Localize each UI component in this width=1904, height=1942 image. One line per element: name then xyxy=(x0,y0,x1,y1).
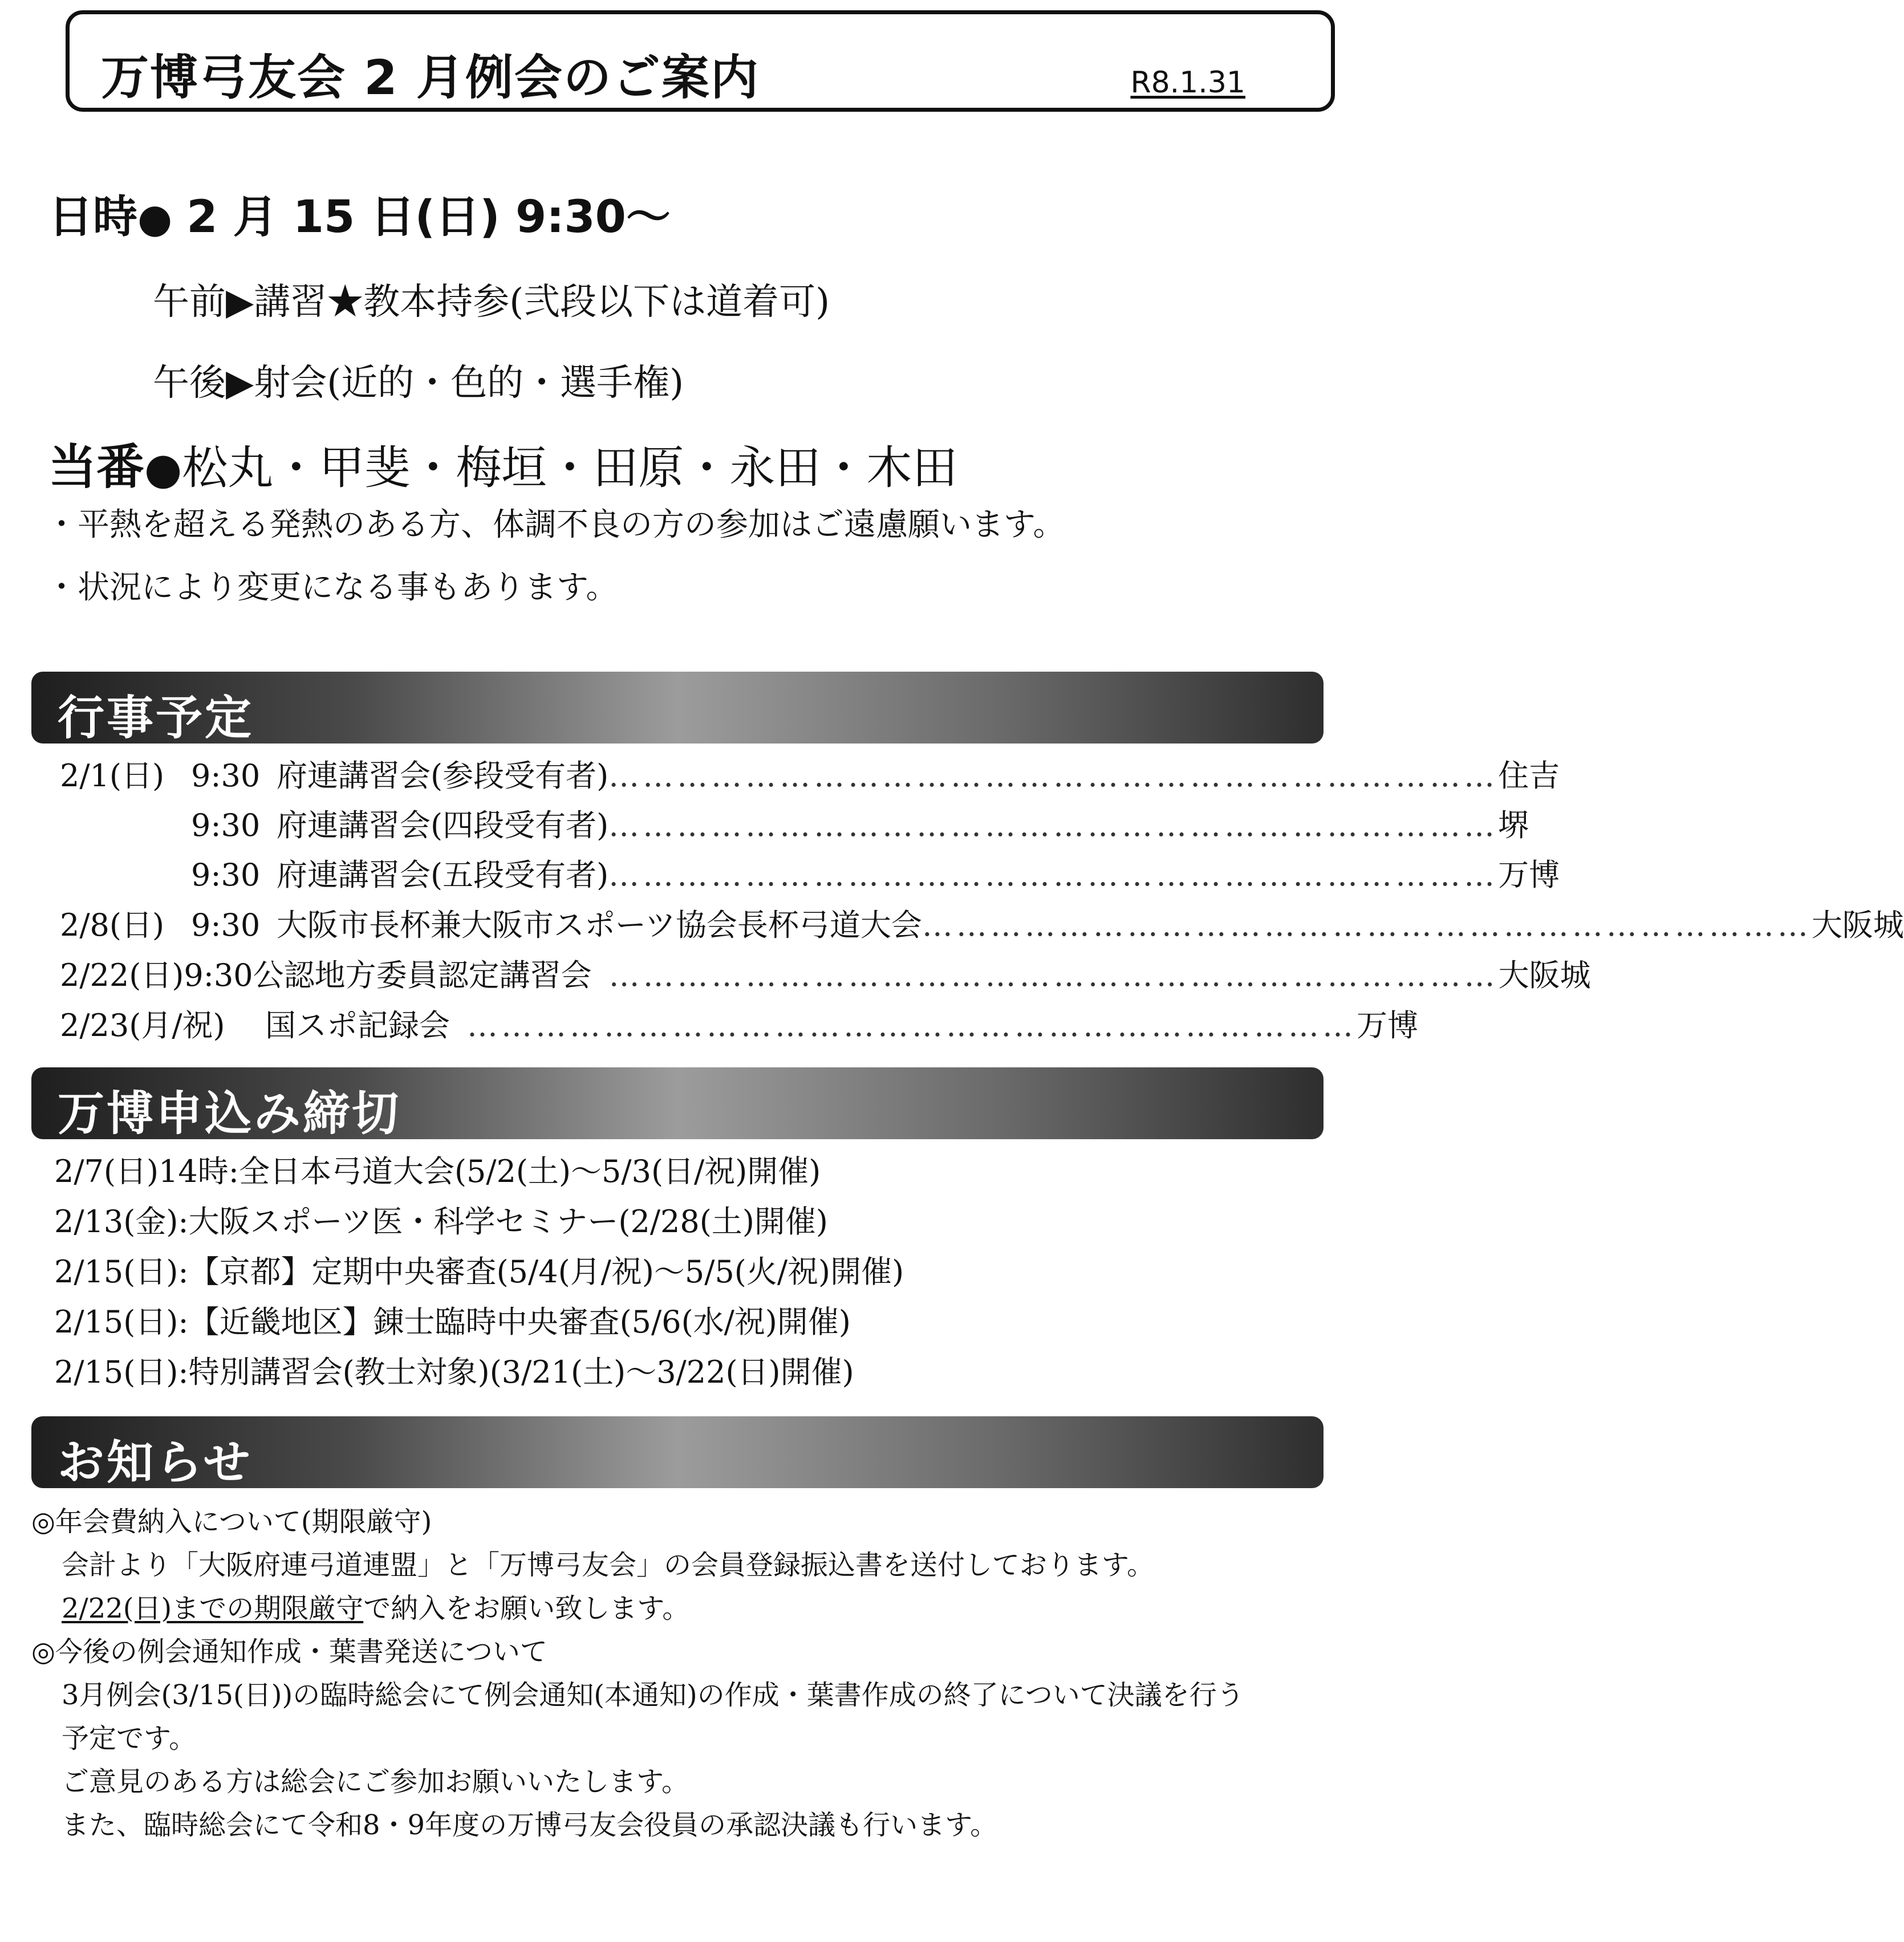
event-date: 2/23(月/祝) xyxy=(60,1007,225,1043)
section-header-notices xyxy=(31,1416,1324,1488)
deadline-item: 2/13(金):大阪スポーツ医・科学セミナー(2/28(土)開催) xyxy=(54,1204,828,1240)
section-header-events xyxy=(31,672,1324,744)
notice-fee-deadline xyxy=(62,1586,689,1626)
event-date: 2/8(日) xyxy=(60,907,165,943)
event-time: 9:30 xyxy=(191,907,261,943)
section-header-deadlines xyxy=(31,1067,1324,1139)
event-place: 万博 xyxy=(1498,857,1560,893)
event-row xyxy=(60,851,1560,899)
duty-members: 松丸・甲斐・梅垣・田原・永田・木田 xyxy=(182,441,958,494)
event-row xyxy=(60,901,1904,949)
event-row xyxy=(60,751,1560,799)
section-title: お知らせ xyxy=(58,1436,253,1490)
deadline-item: 2/7(日)14時:全日本弓道大会(5/2(土)〜5/3(日/祝)開催) xyxy=(54,1153,821,1189)
event-time: 9:30 xyxy=(191,857,261,893)
notice-notify-line: 3月例会(3/15(日))の臨時総会にて例会通知(本通知)の作成・葉書作成の終了について決議を行う xyxy=(62,1679,1244,1711)
event-row xyxy=(60,951,1591,999)
event-title: 府連講習会(四段受有者) xyxy=(277,807,609,843)
page-title: 万博弓友会 2 月例会のご案内 xyxy=(101,50,760,105)
notice-notify-line: また、臨時総会にて令和8・9年度の万博弓友会役員の承認決議も行います。 xyxy=(62,1809,998,1841)
bullet-icon: ● xyxy=(137,195,173,242)
schedule-line xyxy=(48,181,671,245)
event-title: 府連講習会(五段受有者) xyxy=(277,857,609,893)
schedule-label: 日時 xyxy=(48,192,138,243)
dot-leader: …………………………………………………………………… xyxy=(608,807,1499,843)
deadline-item: 2/15(日):特別講習会(教士対象)(3/21(土)〜3/22(日)開催) xyxy=(54,1354,854,1390)
event-place: 万博 xyxy=(1357,1007,1418,1043)
dot-leader: …………………………………………………………………… xyxy=(608,857,1499,893)
deadline-item: 2/15(日):【近畿地区】錬士臨時中央審査(5/6(水/祝)開催) xyxy=(54,1304,851,1340)
event-time: 9:30 xyxy=(191,807,261,843)
duty-label: 当番 xyxy=(48,439,145,495)
schedule-value: 2 月 15 日(日) 9:30〜 xyxy=(186,192,671,243)
deadline-item: 2/15(日):【京都】定期中央審査(5/4(月/祝)〜5/5(火/祝)開催) xyxy=(54,1254,904,1290)
note-change: ・状況により変更になる事もあります。 xyxy=(46,569,618,606)
event-place: 大阪城 xyxy=(1498,957,1591,993)
event-place: 堺 xyxy=(1498,807,1529,843)
notice-fee-title: ◎年会費納入について(期限厳守) xyxy=(31,1506,432,1538)
event-title: 府連講習会(参段受有者) xyxy=(277,758,609,794)
dot-leader: …………………………………………………………………… xyxy=(608,758,1499,794)
notice-fee-line: 会計より「大阪府連弓道連盟」と「万博弓友会」の会員登録振込書を送付しております。 xyxy=(62,1549,1155,1581)
section-title: 万博申込み締切 xyxy=(58,1087,401,1141)
title-box xyxy=(66,10,1335,112)
notice-notify-title: ◎今後の例会通知作成・葉書発送について xyxy=(31,1636,547,1668)
event-time: 9:30 xyxy=(191,758,261,794)
section-title: 行事予定 xyxy=(58,691,254,745)
dot-leader: …………………………………………………………………… xyxy=(608,957,1499,993)
event-place: 大阪城 xyxy=(1811,907,1904,943)
event-date: 2/22(日)9:30公認地方委員認定講習会 xyxy=(60,957,592,993)
event-title: 国スポ記録会 xyxy=(265,1007,450,1043)
event-place: 住吉 xyxy=(1498,758,1560,794)
event-title: 大阪市長杯兼大阪市スポーツ協会長杯弓道大会 xyxy=(277,907,922,943)
duty-line xyxy=(48,429,957,498)
notice-notify-line: 予定です。 xyxy=(62,1722,197,1754)
afternoon-program: 午後▶射会(近的・色的・選手権) xyxy=(153,362,684,404)
event-date: 2/1(日) xyxy=(60,758,165,794)
notice-fee-rest: で納入をお願い致します。 xyxy=(363,1592,690,1624)
notice-notify-line: ご意見のある方は総会にご参加お願いいたします。 xyxy=(62,1766,689,1798)
dot-leader: …………………………………………………………………… xyxy=(467,1007,1357,1043)
bullet-icon: ● xyxy=(144,443,182,494)
event-row xyxy=(60,801,1529,849)
note-fever: ・平熱を超える発熱のある方、体調不良の方の参加はご遠慮願います。 xyxy=(46,506,1065,543)
deadline-emphasis: 2/22(日)までの期限厳守 xyxy=(62,1592,364,1624)
dot-leader: …………………………………………………………………… xyxy=(921,907,1812,943)
morning-program: 午前▶講習★教本持参(弐段以下は道着可) xyxy=(153,281,830,323)
event-row xyxy=(60,1001,1418,1049)
issue-date: R8.1.31 xyxy=(1130,66,1245,100)
